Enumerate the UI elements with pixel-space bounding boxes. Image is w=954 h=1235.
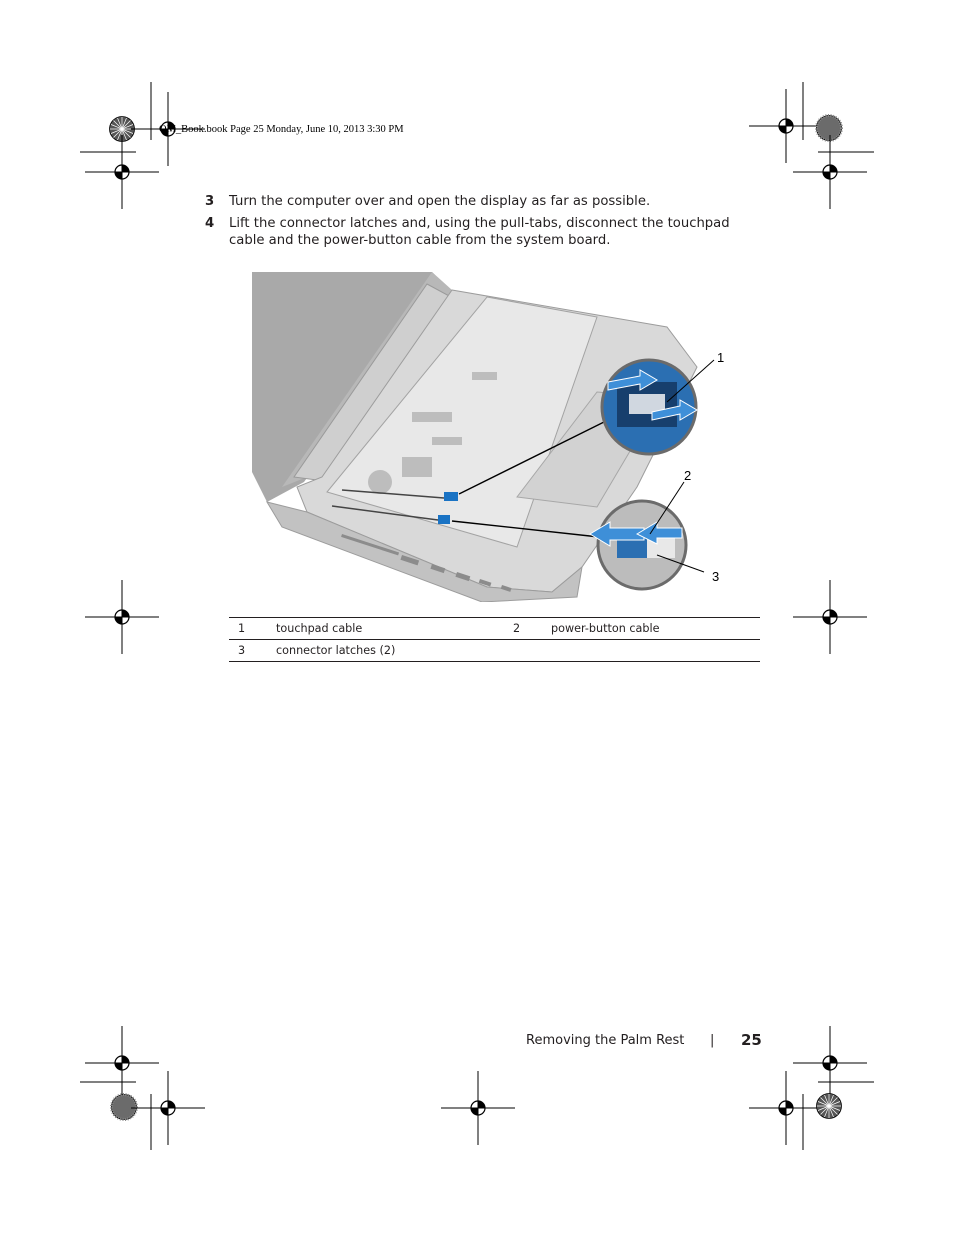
- legend-label: power-button cable: [551, 618, 760, 640]
- legend-number: 2: [504, 618, 551, 640]
- callout-2: 2: [684, 468, 692, 483]
- legend-number: 1: [229, 618, 276, 640]
- figure-legend-table: [229, 617, 760, 662]
- footer-separator: |: [710, 1033, 715, 1048]
- page-number: 25: [741, 1031, 762, 1049]
- step-number: 4: [205, 216, 215, 231]
- callout-3: 3: [712, 569, 720, 584]
- legend-number: [504, 640, 551, 662]
- legend-label: touchpad cable: [276, 618, 504, 640]
- legend-number: 3: [229, 640, 276, 662]
- print-header-stamp: OM_Book.book Page 25 Monday, June 10, 2013 3:30 PM: [159, 124, 404, 135]
- legend-label: connector latches (2): [276, 640, 504, 662]
- table-row: [229, 640, 760, 662]
- table-row: [229, 618, 760, 640]
- step-text: Turn the computer over and open the display as far as possible.: [229, 194, 651, 209]
- footer-section-title: Removing the Palm Rest: [526, 1033, 685, 1048]
- step-number: 3: [205, 194, 215, 209]
- step-text: Lift the connector latches and, using the pull-tabs, disconnect the touchpad cable and the power-button cable from the system board.: [229, 216, 730, 248]
- callout-1: 1: [717, 350, 725, 365]
- legend-label: [551, 640, 760, 662]
- palm-rest-illustration: [252, 272, 732, 602]
